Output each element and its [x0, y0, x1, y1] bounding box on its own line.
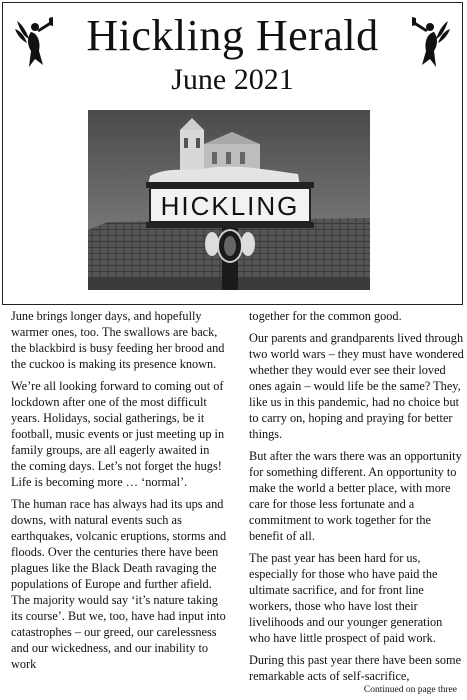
sign-text: HICKLING — [160, 191, 300, 221]
article-body — [11, 308, 464, 700]
article-paragraph: June brings longer days, and hopefully warmer ones, too. The swallows are back, the blackbird is busy feeding her brood and the cuckoo is making its presence known. — [11, 309, 225, 371]
issue-date: June 2021 — [171, 63, 294, 96]
article-paragraph: The past year has been hard for us, especially for those who have paid the ultimate sacrifice, and for front line workers, those who have lost their livelihoods and our younger generation who have little prospect of paid work. — [249, 551, 443, 645]
article-paragraph: But after the wars there was an opportunity for something different. An opportunity to make the world a better place, with more care for those less fortunate and a commitment to work together for the benefit of all. — [249, 449, 462, 543]
village-sign-photo — [88, 110, 370, 290]
article-left-column — [11, 308, 227, 678]
article-paragraph: together for the common good. — [249, 309, 402, 323]
article-paragraph: During this past year there have been some remarkable acts of self-sacrifice, — [249, 653, 462, 683]
article-paragraph: We’re all looking forward to coming out of lockdown after one of the most difficult years. Holidays, social gatherings, be it football, music events or just meeting up in family groups, are all eagerly awaited in the coming days. Let’s not forget the hugs! Life is becoming more … ‘normal’. — [11, 379, 225, 489]
continued-note: Continued on page three — [363, 685, 457, 695]
masthead — [2, 2, 463, 305]
newsletter-title: Hickling Herald — [86, 11, 379, 60]
article-paragraph: Our parents and grandparents lived through two world wars – they must have wondered whether they would ever see their loved ones again – would life be the same? They, like us in this pandemic, had no choice but to carry on, hoping and praying for better things. — [249, 331, 464, 441]
article-right-column — [249, 308, 464, 690]
article-paragraph: The human race has always had its ups and downs, with natural events such as earthquakes, volcanic eruptions, storms and floods. Over the centuries there have been plagues like the Black Death ravaging the populations of Europe and further afield. The majority would say ‘it’s nature taking its course’. But we, too, have had input into catastrophes – our greed, our carelessness and our wickedness, and our inability to work — [11, 497, 227, 671]
